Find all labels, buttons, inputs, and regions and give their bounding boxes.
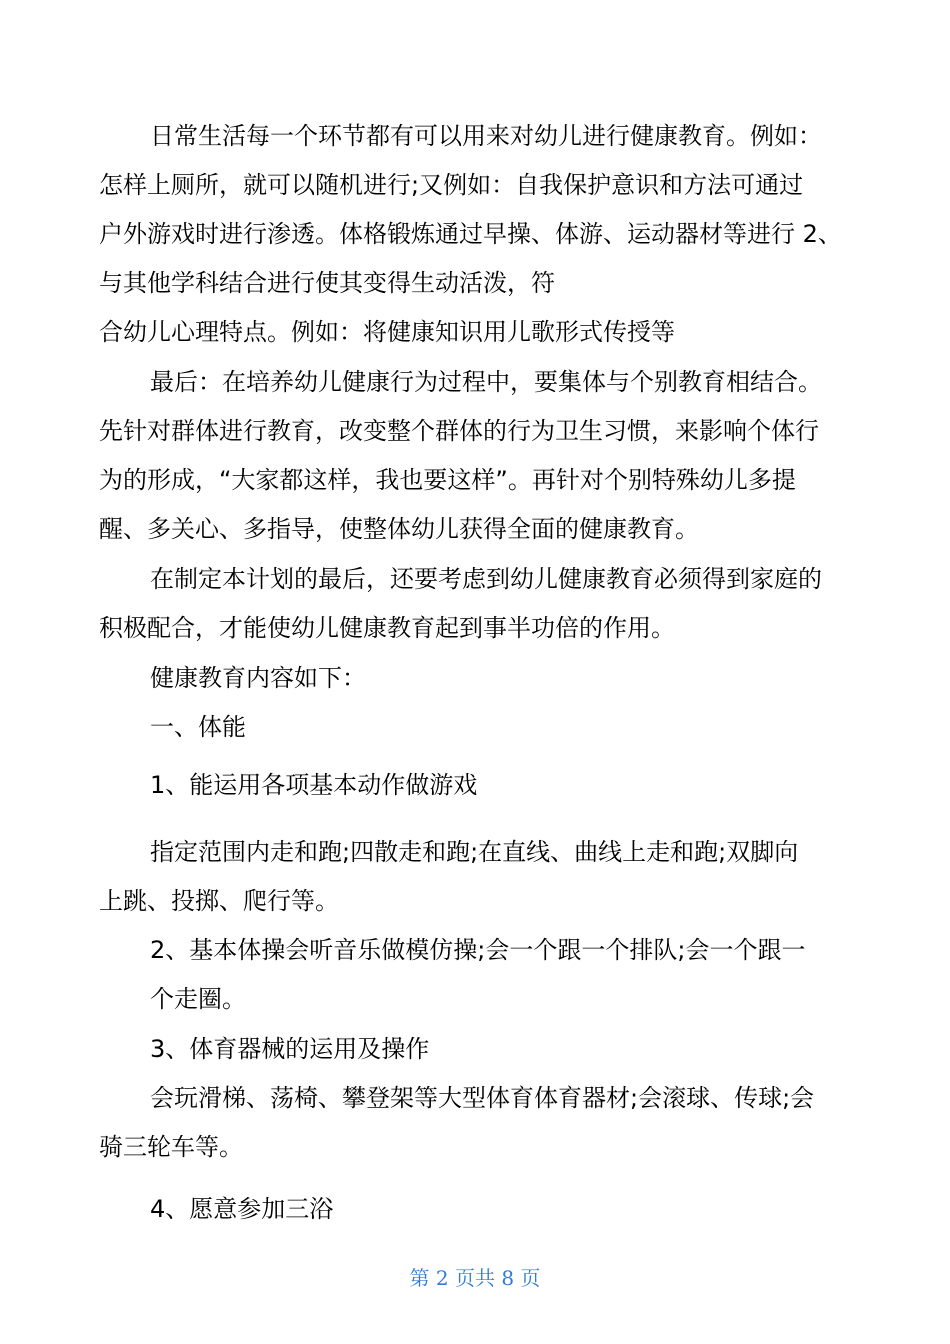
list-item-heading: 4、愿意参加三浴 (150, 1195, 334, 1223)
list-item-heading: 2、基本体操会听音乐做模仿操;会一个跟一个排队;会一个跟一 (150, 936, 806, 964)
paragraph-line: 最后：在培养幼儿健康行为过程中，要集体与个别教育相结合。 (150, 368, 822, 396)
paragraph-line: 户外游戏时进行渗透。体格锻炼通过早操、体游、运动器材等进行 2、 (99, 220, 842, 248)
paragraph-line: 在制定本计划的最后，还要考虑到幼儿健康教育必须得到家庭的 (150, 565, 822, 593)
paragraph-line: 会玩滑梯、荡椅、攀登架等大型体育体育器材;会滚球、传球;会 (150, 1084, 815, 1112)
section-heading: 健康教育内容如下： (150, 664, 366, 692)
paragraph-line: 上跳、投掷、爬行等。 (99, 887, 339, 915)
page-indicator: 第 2 页共 8 页 (409, 1266, 541, 1290)
paragraph-line: 指定范围内走和跑;四散走和跑;在直线、曲线上走和跑;双脚向 (150, 838, 799, 866)
list-item-heading: 3、体育器械的运用及操作 (150, 1035, 430, 1063)
paragraph-line: 醒、多关心、多指导，使整体幼儿获得全面的健康教育。 (99, 515, 699, 543)
list-item-heading: 1、能运用各项基本动作做游戏 (150, 771, 478, 799)
paragraph-line: 个走圈。 (150, 985, 246, 1013)
paragraph-line: 为的形成，“大家都这样，我也要这样”。再针对个别特殊幼儿多提 (99, 466, 796, 494)
paragraph-line: 骑三轮车等。 (99, 1133, 243, 1161)
paragraph-line: 怎样上厕所，就可以随机进行;又例如：自我保护意识和方法可通过 (99, 171, 804, 199)
paragraph-line: 合幼儿心理特点。例如：将健康知识用儿歌形式传授等 (99, 318, 675, 346)
section-heading: 一、体能 (150, 713, 246, 741)
paragraph-line: 日常生活每一个环节都有可以用来对幼儿进行健康教育。例如： (150, 122, 822, 150)
paragraph-line: 与其他学科结合进行使其变得生动活泼，符 (99, 269, 555, 297)
paragraph-line: 先针对群体进行教育，改变整个群体的行为卫生习惯，来影响个体行 (99, 417, 819, 445)
paragraph-line: 积极配合，才能使幼儿健康教育起到事半功倍的作用。 (99, 614, 675, 642)
